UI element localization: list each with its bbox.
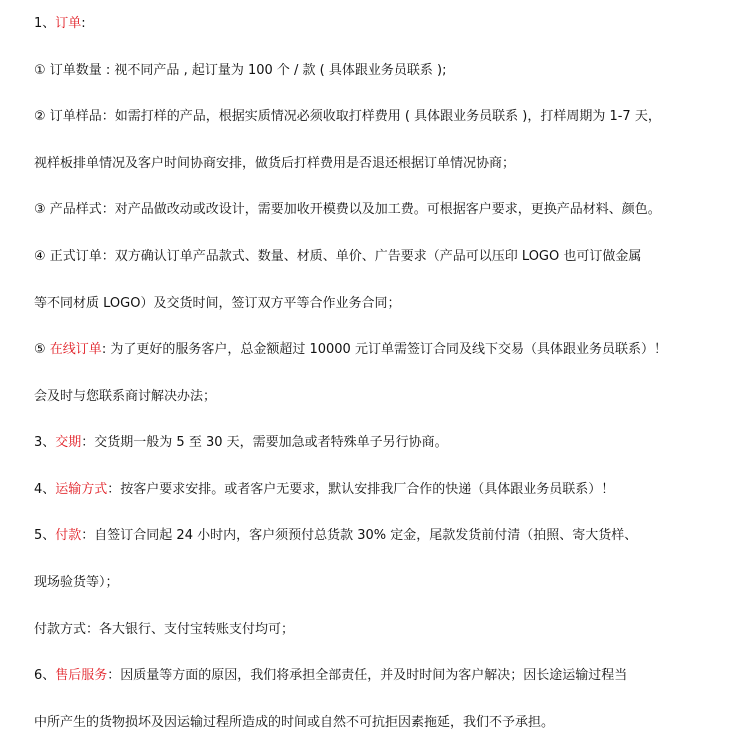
line-15-after-sales <box>34 667 742 685</box>
section-title-payment: 付款 <box>55 528 82 543</box>
section-title-order: 订单 <box>55 16 82 31</box>
line-text: 中所产生的货物损坏及因运输过程所造成的时间或自然不可抗拒因素拖延，我们不予承担。 <box>34 715 555 730</box>
line-14-payment-methods <box>34 621 742 639</box>
line-8-online-order <box>34 341 742 359</box>
line-text: ：因质量等方面的原因，我们将承担全部责任，并及时时间为客户解决；因长途运输过程当 <box>107 668 628 683</box>
line-text: 现场验货等）； <box>34 575 119 590</box>
line-prefix: 3、 <box>34 435 56 450</box>
line-prefix: 1、 <box>34 16 56 31</box>
section-title-after-sales: 售后服务 <box>55 668 108 683</box>
line-3-order-samples <box>34 108 742 126</box>
line-text: ③ 产品样式：对产品做改动或改设计，需要加收开模费以及加工费。可根据客户要求，更换产品材料、颜色。 <box>34 202 661 217</box>
line-16-after-sales-continued <box>34 714 742 732</box>
line-13-payment-continued <box>34 574 742 592</box>
line-1-order-heading <box>34 15 742 33</box>
section-title-shipping: 运输方式 <box>55 482 108 497</box>
line-5-product-style <box>34 201 742 219</box>
line-text: : 为了更好的服务客户，总金额超过 10000 元订单需签订合同及线下交易（具体跟业务员联系）！ <box>101 342 667 357</box>
line-prefix: 6、 <box>34 668 56 683</box>
line-text: ：交货期一般为 5 至 30 天，需要加急或者特殊单子另行协商。 <box>81 435 448 450</box>
line-text: : <box>81 16 86 31</box>
line-text: 会及时与您联系商讨解决办法； <box>34 389 217 404</box>
section-title-online-order: 在线订单 <box>49 342 102 357</box>
line-text: ② 订单样品：如需打样的产品，根据实质情况必须收取打样费用 ( 具体跟业务员联系 )，打样周期为 1-7 天， <box>34 109 661 124</box>
line-prefix: ⑤ <box>34 342 50 357</box>
line-text: ④ 正式订单：双方确认订单产品款式、数量、材质、单价、广告要求（产品可以压印 LOGO 也可订做金属 <box>34 249 642 264</box>
line-text: 等不同材质 LOGO）及交货时间，签订双方平等合作业务合同； <box>34 296 401 311</box>
line-2-order-quantity <box>34 62 742 80</box>
line-9-online-order-continued <box>34 388 742 406</box>
line-text: ① 订单数量 : 视不同产品 , 起订量为 100 个 / 款 ( 具体跟业务员联系 ); <box>34 63 447 78</box>
line-12-payment <box>34 527 742 545</box>
line-prefix: 5、 <box>34 528 56 543</box>
line-text: 视样板排单情况及客户时间协商安排，做货后打样费用是否退还根据订单情况协商； <box>34 156 516 171</box>
line-7-formal-order-continued <box>34 295 742 313</box>
line-text: ：按客户要求安排。或者客户无要求，默认安排我厂合作的快递（具体跟业务员联系）！ <box>107 482 615 497</box>
line-prefix: 4、 <box>34 482 56 497</box>
line-10-delivery-time <box>34 434 742 452</box>
line-text: ：自签订合同起 24 小时内，客户须预付总货款 30% 定金，尾款发货前付清（拍照、寄大货样、 <box>81 528 638 543</box>
section-title-delivery-time: 交期 <box>55 435 82 450</box>
line-11-shipping <box>34 481 742 499</box>
line-text: 付款方式：各大银行、支付宝转账支付均可； <box>34 622 295 637</box>
line-6-formal-order <box>34 248 742 266</box>
line-4-samples-continued <box>34 155 742 173</box>
